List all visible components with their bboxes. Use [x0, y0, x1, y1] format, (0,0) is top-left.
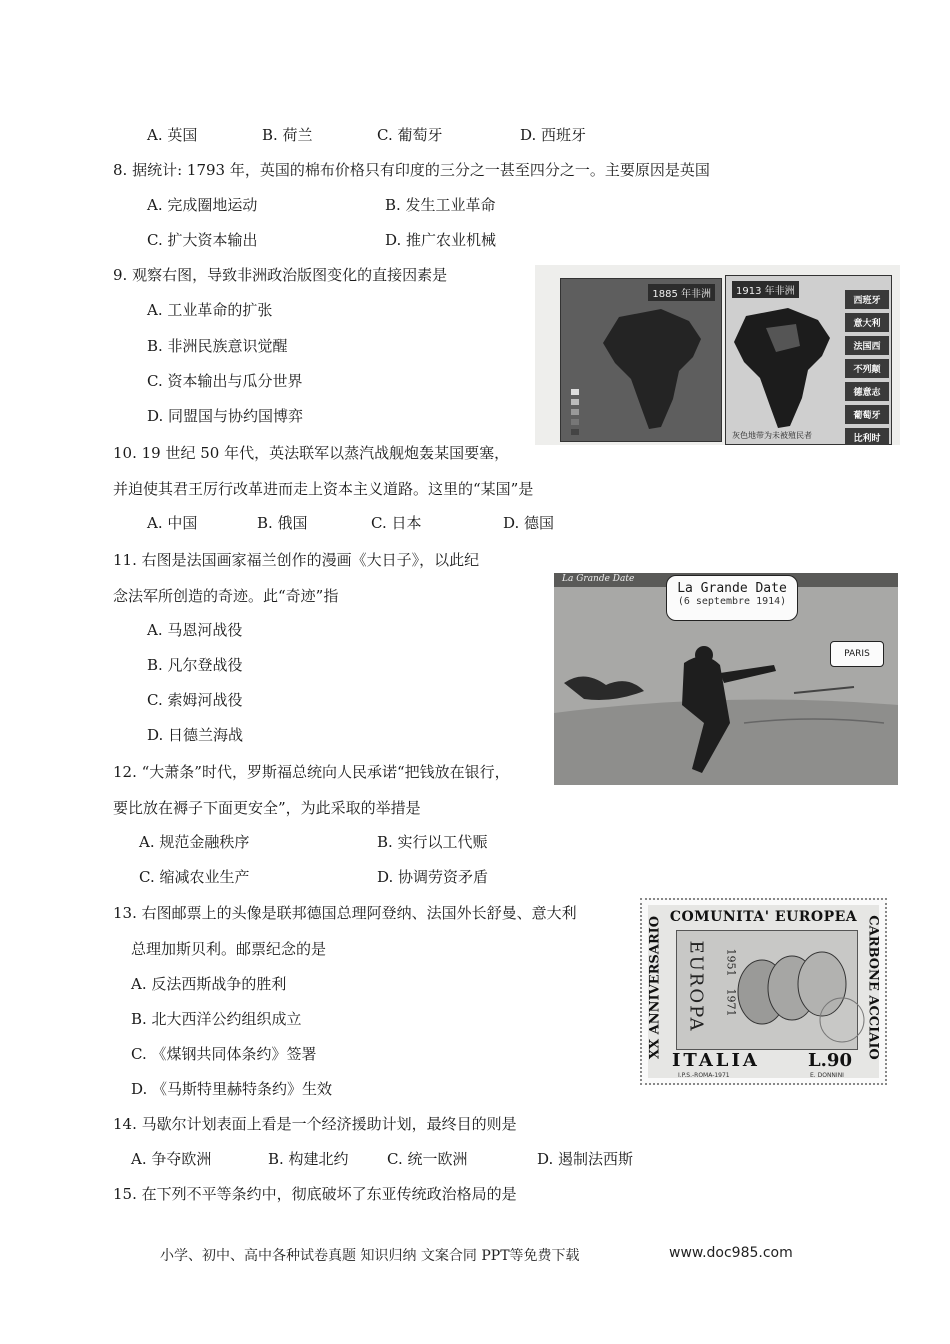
q7-option-c: C. 葡萄牙 — [377, 126, 443, 144]
legend-item: 不列颠 — [845, 359, 889, 378]
stamp-right-text: CARBONE ACCIAIO — [865, 915, 881, 1060]
q7-option-d: D. 西班牙 — [520, 126, 587, 144]
q11-stem-line1: 11. 右图是法国画家福兰创作的漫画《大日子》，以此纪 — [113, 551, 480, 569]
q13-stem-line1: 13. 右图邮票上的头像是联邦德国总理阿登纳、法国外长舒曼、意大利 — [113, 904, 577, 922]
q12-option-d: D. 协调劳资矛盾 — [377, 868, 489, 886]
q13-option-d: D. 《马斯特里赫特条约》生效 — [131, 1080, 333, 1098]
q10-stem-line1: 10. 19 世纪 50 年代，英法联军以蒸汽战舰炮轰某国要塞， — [113, 444, 510, 462]
q11-option-b: B. 凡尔登战役 — [147, 656, 243, 674]
footer-url[interactable]: www.doc985.com — [669, 1245, 793, 1261]
soldier-charge-drawing — [554, 573, 898, 785]
q9-stem: 9. 观察右图，导致非洲政治版图变化的直接因素是 — [113, 266, 448, 284]
q12-option-c: C. 缩减农业生产 — [139, 868, 250, 886]
q11-option-a: A. 马恩河战役 — [147, 621, 243, 639]
q14-option-c: C. 统一欧洲 — [387, 1150, 468, 1168]
q13-option-c: C. 《煤钢共同体条约》签署 — [131, 1045, 317, 1063]
q12-option-a: A. 规范金融秩序 — [139, 833, 250, 851]
stamp-artist: E. DONNINI — [810, 1072, 844, 1079]
q9-option-c: C. 资本输出与瓜分世界 — [147, 372, 303, 390]
q10-option-a: A. 中国 — [147, 514, 198, 532]
q13-option-b: B. 北大西洋公约组织成立 — [131, 1010, 302, 1028]
q10-stem-line2: 并迫使其君王厉行改革进而走上资本主义道路。这里的“某国”是 — [113, 480, 534, 498]
q8-option-d: D. 推广农业机械 — [385, 231, 497, 249]
stamp-country: ITALIA — [672, 1050, 760, 1071]
bubble-title: La Grande Date — [677, 581, 787, 596]
q11-stem-line2: 念法军所创造的奇迹。此“奇迹”指 — [113, 587, 339, 605]
footer-text: 小学、初中、高中各种试卷真题 知识归纳 文案合同 PPT等免费下载 — [160, 1248, 580, 1264]
bubble-subtitle: (6 septembre 1914) — [677, 596, 787, 607]
stamp-europa-text: EUROPA — [685, 940, 707, 1033]
stamp-left-text: XX ANNIVERSARIO — [647, 915, 663, 1060]
legend-item: 意大利 — [845, 313, 889, 332]
cartoon-figure — [554, 573, 898, 785]
q8-stem: 8. 据统计: 1793 年，英国的棉布价格只有印度的三分之一甚至四分之一。主要原因是英国 — [113, 161, 710, 179]
paris-sign: PARIS — [830, 641, 884, 667]
legend-item: 葡萄牙 — [845, 405, 889, 424]
map-1885-title: 1885 年非洲 — [648, 284, 715, 301]
africa-maps-figure — [535, 265, 900, 445]
legend-item: 比利时 — [845, 428, 889, 445]
q15-stem: 15. 在下列不平等条约中，彻底破坏了东亚传统政治格局的是 — [113, 1185, 517, 1203]
stamp-top-text: COMUNITA' EUROPEA — [669, 909, 858, 925]
q14-stem: 14. 马歇尔计划表面上看是一个经济援助计划，最终目的则是 — [113, 1115, 517, 1133]
q7-option-a: A. 英国 — [147, 126, 198, 144]
q9-option-d: D. 同盟国与协约国博弈 — [147, 407, 304, 425]
map-1913-title: 1913 年非洲 — [732, 281, 799, 298]
q14-option-d: D. 遏制法西斯 — [537, 1150, 634, 1168]
legend-item: 法国西 — [845, 336, 889, 355]
q14-option-b: B. 构建北约 — [268, 1150, 349, 1168]
q9-option-b: B. 非洲民族意识觉醒 — [147, 337, 288, 355]
map-1913-legend — [845, 290, 889, 445]
q13-stem-line2: 总理加斯贝利。邮票纪念的是 — [131, 940, 327, 958]
q10-option-c: C. 日本 — [371, 514, 422, 532]
q10-option-b: B. 俄国 — [257, 514, 308, 532]
map-1913-caption: 灰色地带为未被殖民者 — [732, 431, 812, 440]
map-1885 — [560, 278, 722, 442]
stamp-year-start: 1951 — [724, 948, 738, 977]
q14-option-a: A. 争夺欧洲 — [131, 1150, 212, 1168]
q12-stem-line1: 12. “大萧条”时代，罗斯福总统向人民承诺“把钱放在银行， — [113, 763, 510, 781]
q7-option-b: B. 荷兰 — [262, 126, 313, 144]
legend-item: 德意志 — [845, 382, 889, 401]
stamp-value: L.90 — [808, 1050, 852, 1071]
q11-option-d: D. 日德兰海战 — [147, 726, 244, 744]
q8-option-b: B. 发生工业革命 — [385, 196, 496, 214]
q12-option-b: B. 实行以工代赈 — [377, 833, 488, 851]
q11-option-c: C. 索姆河战役 — [147, 691, 243, 709]
legend-item: 西班牙 — [845, 290, 889, 309]
q13-option-a: A. 反法西斯战争的胜利 — [131, 975, 287, 993]
map-1913 — [725, 275, 892, 445]
q8-option-c: C. 扩大资本输出 — [147, 231, 258, 249]
stamp-printer: I.P.S.-ROMA-1971 — [678, 1072, 730, 1079]
cartoon-header: La Grande Date — [562, 574, 635, 584]
q9-option-a: A. 工业革命的扩张 — [147, 301, 273, 319]
stamp-figure — [640, 898, 887, 1085]
q10-option-d: D. 德国 — [503, 514, 555, 532]
africa-1885-shape — [561, 279, 721, 441]
q8-option-a: A. 完成圈地运动 — [147, 196, 258, 214]
stamp-year-end: 1971 — [724, 988, 738, 1017]
q12-stem-line2: 要比放在褥子下面更安全”，为此采取的举措是 — [113, 799, 421, 817]
